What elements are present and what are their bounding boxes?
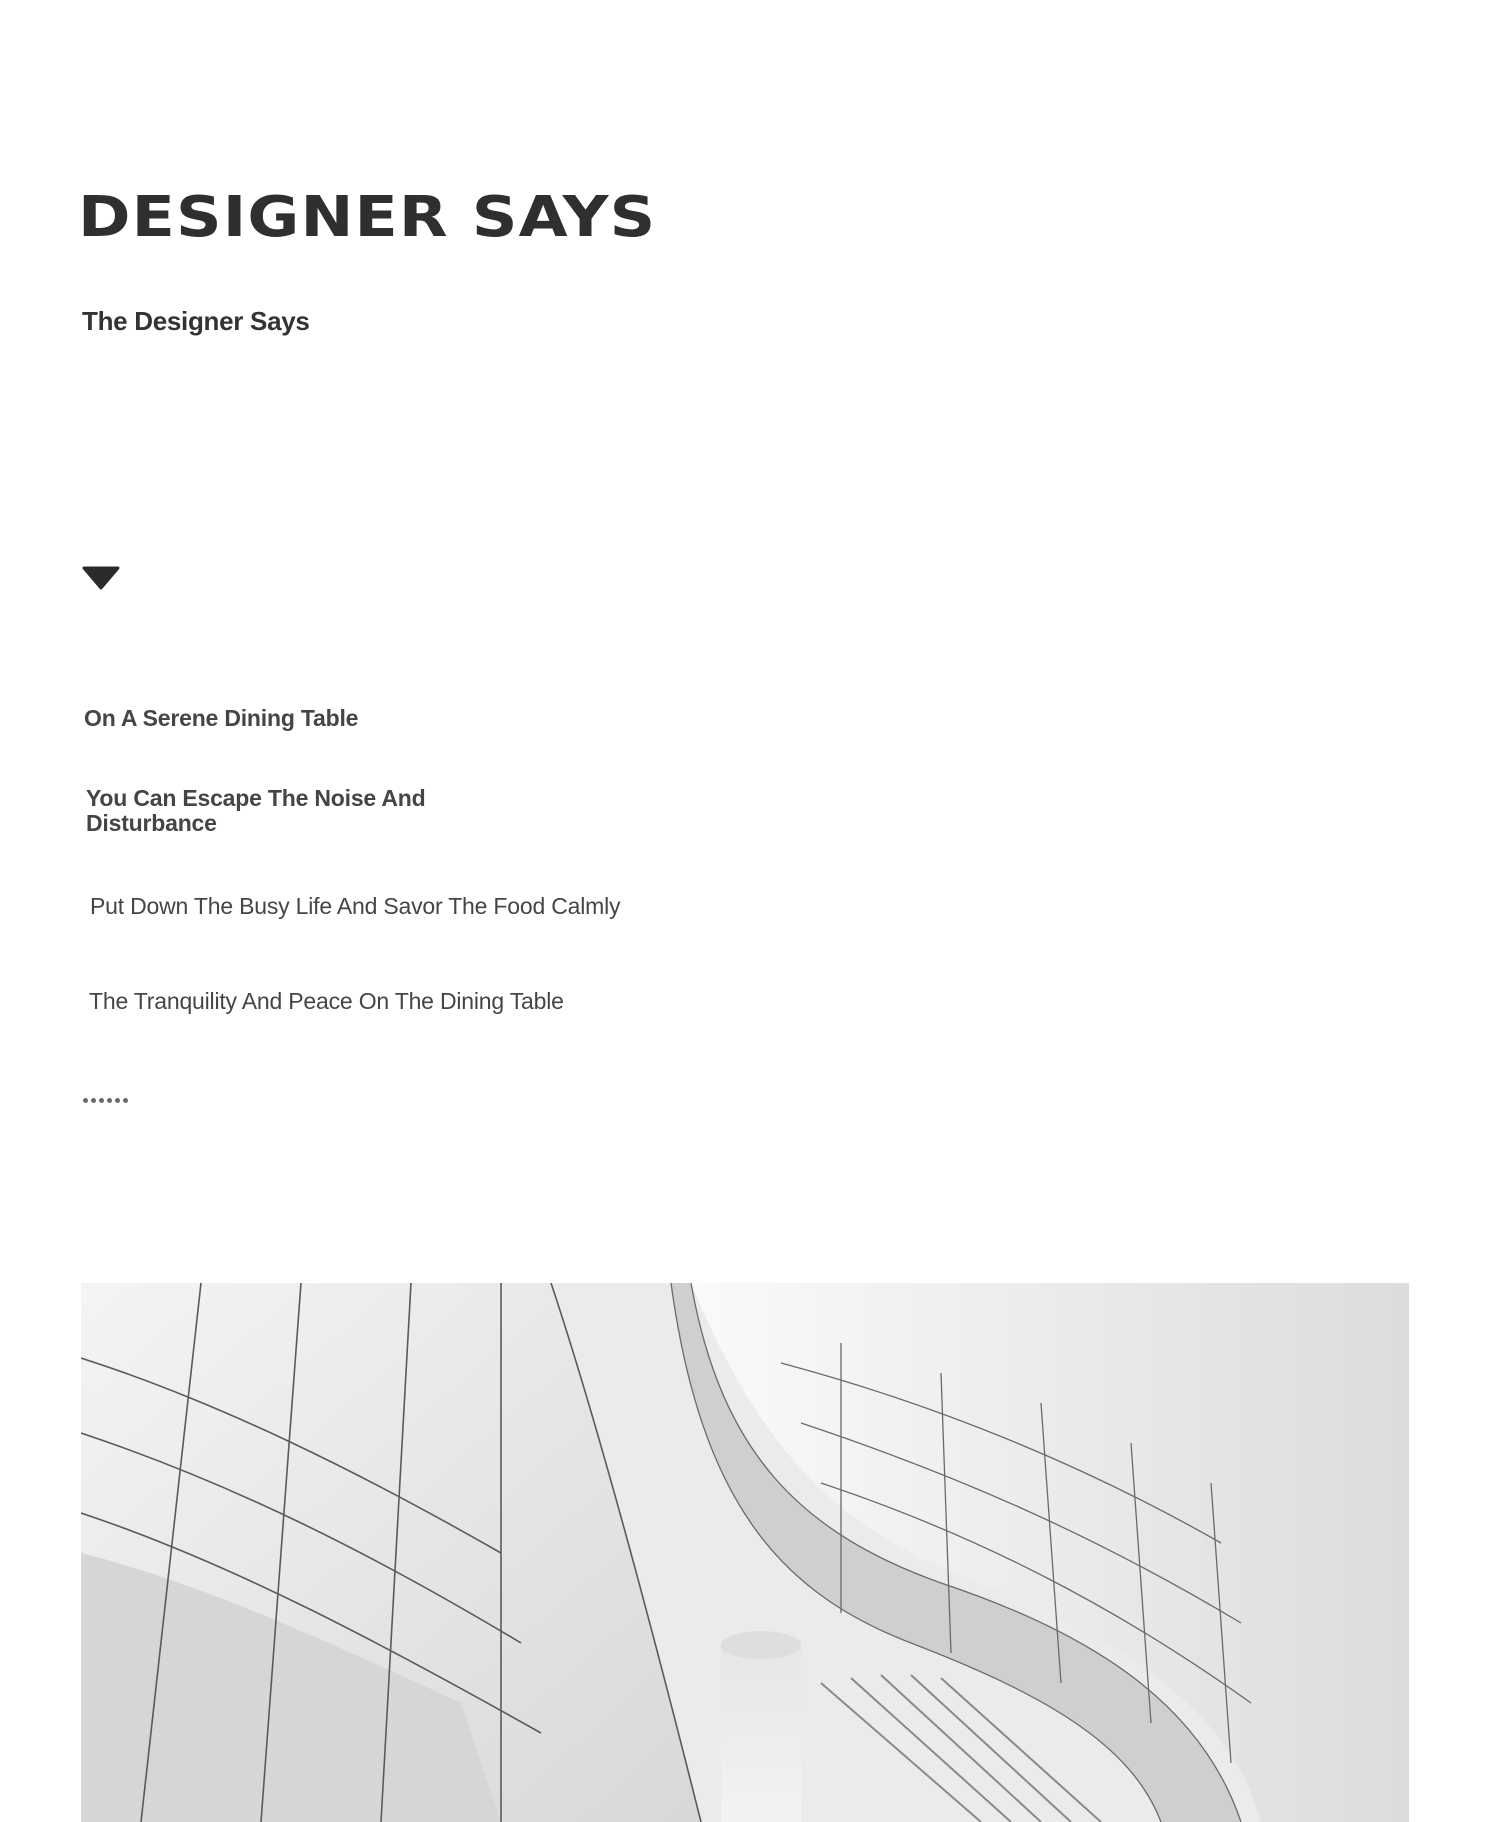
- text-line-escape-noise: You Can Escape The Noise And Disturbance: [86, 785, 426, 836]
- ellipsis-icon: [83, 1098, 128, 1103]
- logo: DESIGNER SAYS: [78, 185, 657, 250]
- architecture-photo: [81, 1283, 1409, 1822]
- triangle-down-icon[interactable]: [82, 566, 120, 590]
- text-line-serene-dining: On A Serene Dining Table: [84, 705, 359, 731]
- text-line-busy-life: Put Down The Busy Life And Savor The Food Calmly: [90, 893, 621, 919]
- text-line-tranquility: The Tranquility And Peace On The Dining Table: [89, 988, 564, 1014]
- page-subtitle: The Designer Says: [82, 306, 310, 336]
